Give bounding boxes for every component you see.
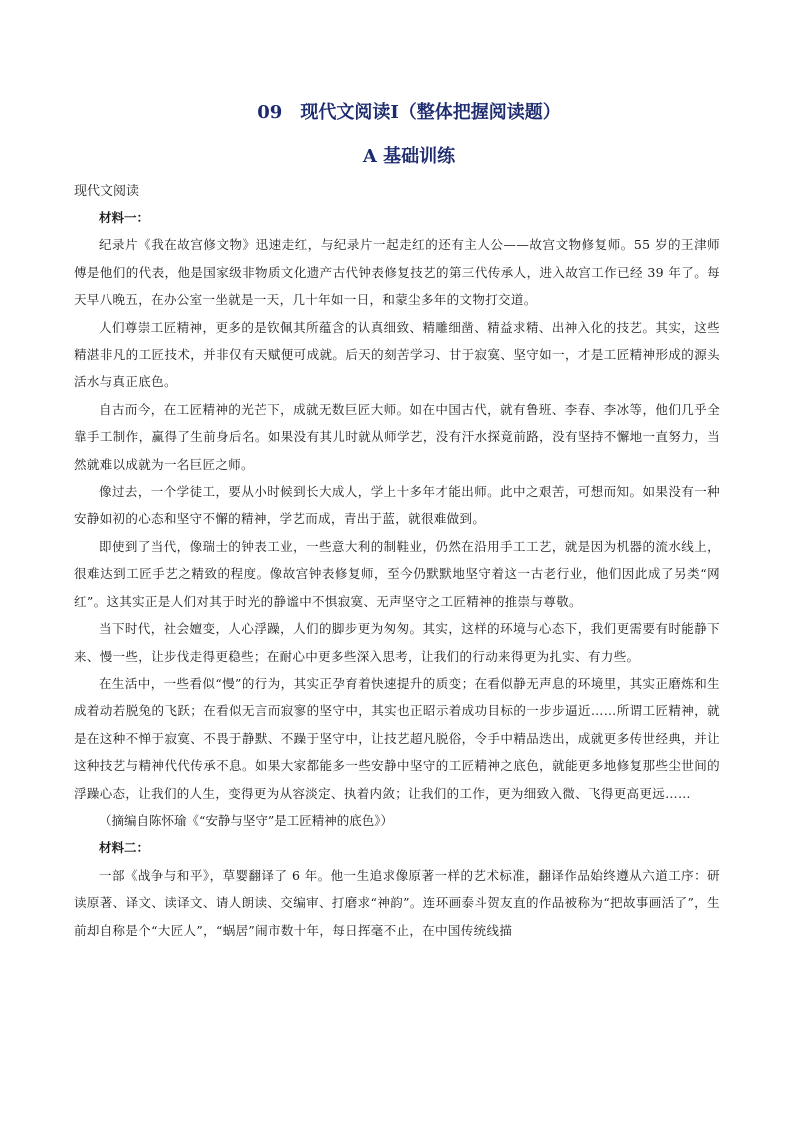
material-heading: 材料一： — [99, 210, 150, 225]
paragraph: 一部《战争与和平》，草婴翻译了 6 年。他一生追求像原著一样的艺术标准，翻译作品始终遵从六道工序：研读原著、译文、读译文、请人朗读、交编审、打磨求“神韵”。连环画泰斗贺友直的作品被称为“把故事画活了”，生前却自称是个“大匠人”，“蜗居”闹市数十年，每日挥毫不止，在中国传统线描 — [74, 867, 720, 938]
paragraph: 即使到了当代，像瑞士的钟表工业，一些意大利的制鞋业，仍然在沿用手工工艺，就是因为机器的流水线上，很难达到工匠手艺之精致的程度。像故宫钟表修复师，至今仍默默地坚守着这一古老行业，他们因此成了另类“网红”。这其实正是人们对其于时光的静谧中不惧寂寞、无声坚守之工匠精神的推崇与尊敬。 — [74, 538, 720, 609]
paragraph: 人们尊崇工匠精神，更多的是钦佩其所蕴含的认真细致、精雕细凿、精益求精、出神入化的技艺。其实，这些精湛非凡的工匠技术，并非仅有天赋便可成就。后天的刻苦学习、甘于寂寞、坚守如一，才是工匠精神形成的源头活水与真正底色。 — [74, 319, 720, 390]
source-citation: （摘编自陈怀瑜《“安静与坚守”是工匠精神的底色》） — [99, 812, 394, 828]
article-body — [74, 204, 720, 944]
page-title: 09 现代文阅读Ⅰ（整体把握阅读题） — [257, 102, 561, 123]
section-label: 现代文阅读 — [74, 184, 140, 199]
paragraph: 在生活中，一些看似“慢”的行为，其实正孕育着快速提升的质变；在看似静无声息的环境里，其实正磨炼和生成着动若脱兔的飞跃；在看似无言而寂寥的坚守中，其实也正昭示着成功目标的一步步逼近……所谓工匠精神，就是在这种不惮于寂寞、不畏于静默、不躁于坚守中，让技艺超凡脱俗，令手中精品迭出，成就更多传世经典，并让这种技艺与精神代代传承不息。如果大家都能多一些安静中坚守的工匠精神之底色，就能更多地修复那些尘世间的浮躁心态，让我们的人生，变得更为从容淡定、执着内敛；让我们的工作，更为细致入微、飞得更高更远…… — [74, 675, 720, 801]
paragraph: 像过去，一个学徒工，要从小时候到长大成人，学上十多年才能出师。此中之艰苦，可想而知。如果没有一种安静如初的心态和坚守不懈的精神，学艺而成，青出于蓝，就很难做到。 — [74, 484, 720, 527]
material-heading: 材料二： — [99, 840, 150, 856]
paragraph: 当下时代，社会嬗变，人心浮躁，人们的脚步更为匆匆。其实，这样的环境与心态下，我们更需要有时能静下来、慢一些，让步伐走得更稳些；在耐心中更多些深入思考，让我们的行动来得更为扎实、有力些。 — [74, 621, 720, 664]
page-subtitle: A 基础训练 — [362, 146, 456, 167]
paragraph: 纪录片《我在故宫修文物》迅速走红，与纪录片一起走红的还有主人公——故宫文物修复师。55 岁的王津师傅是他们的代表，他是国家级非物质文化遗产古代钟表修复技艺的第三代传承人，进入故宫工作已经 39 年了。每天早八晚五，在办公室一坐就是一天，几十年如一日，和蒙尘多年的文物打交道。 — [74, 237, 720, 308]
paragraph: 自古而今，在工匠精神的光芒下，成就无数巨匠大师。如在中国古代，就有鲁班、李春、李冰等，他们几乎全靠手工制作，赢得了生前身后名。如果没有其儿时就从师学艺，没有汗水探竟前路，没有坚持不懈地一直努力，当然就难以成就为一名巨匠之师。 — [74, 401, 720, 472]
